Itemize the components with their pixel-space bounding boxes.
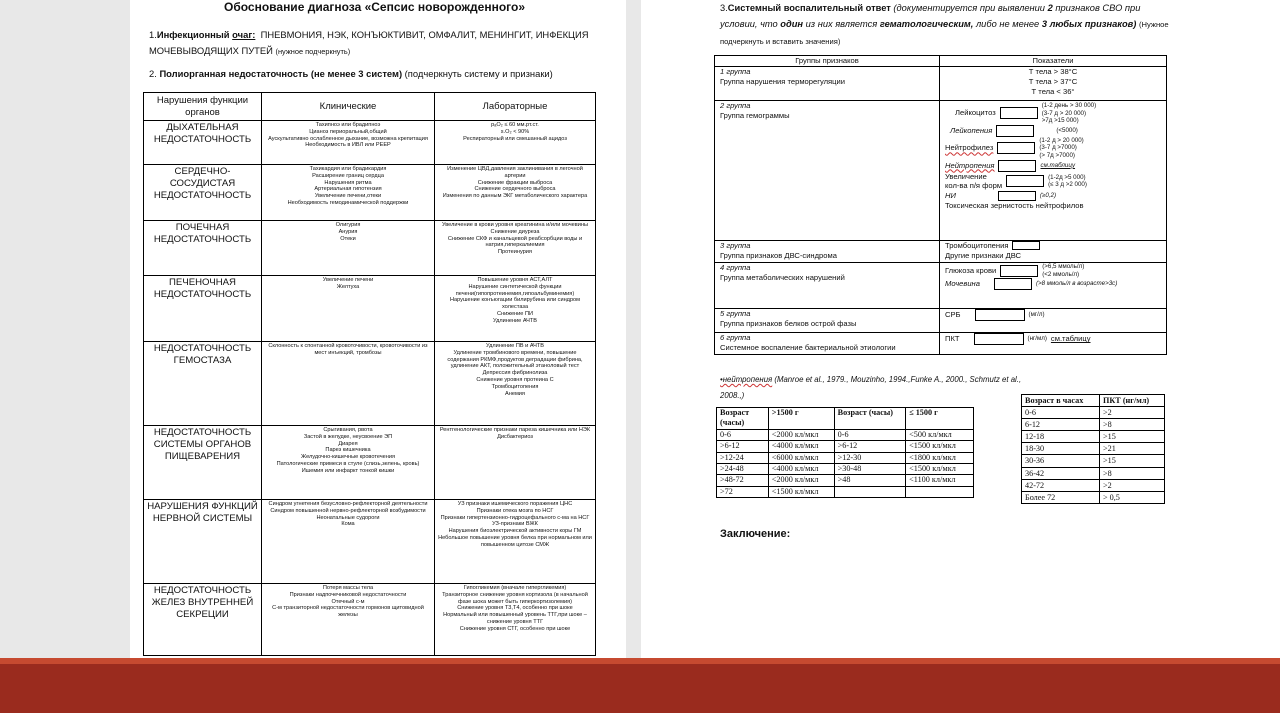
document-page-left — [130, 0, 626, 660]
sirs-paragraph: 3.Системный воспалительный ответ (документируется при выявлении 2 признаков СВО при условии, что один из них является гематологическим, либо не менее 3 любых признаков) (Нужное подчеркнуть и вставить значения) — [720, 3, 1169, 46]
table-cell: 36-42 — [1022, 467, 1100, 479]
table-cell: 0-6 — [1022, 407, 1100, 419]
organ-name: НЕДОСТАТОЧНОСТЬ СИСТЕМЫ ОРГАНОВ ПИЩЕВАРЕНИЯ — [144, 426, 262, 500]
clinical-signs: Олигурия Анурия Отеки — [262, 221, 435, 276]
lab-signs: УЗ признаки ишемического поражения ЦНС Признаки отека мозга по НСГ Признаки гипертензионно-гидроцефального с-ма на НСГ УЗ-признаки ВЖК Нарушения биоэлектрической активности коры ГМ Небольшое повышение уровня белка при нормальном или повышенном цитозе СМЖ — [435, 500, 596, 584]
neutropenia-field[interactable] — [998, 160, 1036, 172]
table-row — [1022, 467, 1165, 479]
table-row — [144, 276, 596, 342]
clinical-signs: Тахикардия или брадикардия Расширение границ сердца Нарушения ритма Артериальная гипотензия Увеличение печени,отеки Необходимость гемодинамической поддержки — [262, 165, 435, 221]
table-cell: >48-72 — [717, 475, 769, 486]
table-header: ≤ 1500 г — [906, 408, 974, 430]
table-cell — [906, 486, 974, 497]
table-cell: <1500 кл/мкл — [906, 464, 974, 475]
table-cell: <1500 кл/мкл — [906, 441, 974, 452]
table-header: Возраст в часах — [1022, 395, 1100, 407]
table-row — [717, 475, 974, 486]
conclusion-label: Заключение: — [720, 528, 791, 540]
organ-failure-paragraph: 2. Полиорганная недостаточность (не менее 3 систем) (подчеркнуть систему и признаки) — [149, 68, 553, 79]
table-cell: >8 — [1100, 419, 1165, 431]
table-cell: >48 — [834, 475, 906, 486]
page-title: Обоснование диагноза «Сепсис новорожденного» — [224, 0, 526, 14]
table-cell: > 0,5 — [1100, 491, 1165, 503]
table-row — [1022, 431, 1165, 443]
slide-footer-bar — [0, 658, 1280, 713]
table-row — [144, 165, 596, 221]
lab-signs: Повышение уровня АСТ,АЛТ Нарушение синтетической функции печени(гипопротеинемия,гипоальбуминемия) Нарушение конъюгации билирубина или синдром холестаза Снижение ПИ Удлинение АЧТВ — [435, 276, 596, 342]
table-row — [144, 426, 596, 500]
organ-failure-table — [143, 92, 596, 656]
lab-signs: Увеличение в крови уровня креатинина и/или мочевины Снижение диуреза Снижение СКФ и канальцевой реабсорбции воды и натрия,гиперкалиемия Протеинурия — [435, 221, 596, 276]
clinical-signs: Срыгивания, рвота Застой в желудке, неусвоение ЭП Диарея Парез кишечника Желудочно-кишечные кровотечения Патологические примеси в стуле (слизь,зелень, кровь) Ишемия или инфаркт тонкой кишки — [262, 426, 435, 500]
table-cell: >30-48 — [834, 464, 906, 475]
organ-name: НЕДОСТАТОЧНОСТЬ ГЕМОСТАЗА — [144, 342, 262, 426]
table-cell: <500 кл/мкл — [906, 429, 974, 440]
table-cell: >2 — [1100, 407, 1165, 419]
table-row: 4 группа Группа метаболических нарушений Глюкоза крови (>6,5 ммоль/л) (<2 ммоль/л) Мочевина (>8 ммоль/л в возрасте>3с) — [715, 263, 1167, 309]
table-cell: <6000 кл/мкл — [768, 452, 834, 463]
table-cell: >12-30 — [834, 452, 906, 463]
table-cell: >8 — [1100, 467, 1165, 479]
table-cell: 42-72 — [1022, 479, 1100, 491]
table-row: 5 группа Группа признаков белков острой фазы СРБ (мг/л) — [715, 309, 1167, 333]
lab-signs: pₐO₂ ≤ 60 мм.рт.ст. s.O₂ < 90% Респираторный или смешанный ацидоз — [435, 121, 596, 165]
table-cell: 18-30 — [1022, 443, 1100, 455]
table-cell: >72 — [717, 486, 769, 497]
document-page-right — [641, 0, 1280, 660]
table-header: Группы признаков — [715, 56, 940, 67]
table-header: Лабораторные — [435, 93, 596, 121]
table-row — [1022, 479, 1165, 491]
table-cell: >24-48 — [717, 464, 769, 475]
lab-signs: Изменение ЦВД,давления заклинивания в легочной артерии Снижение фракции выброса Снижение сердечного выброса Изменения по данным ЭКГ метаболического характера — [435, 165, 596, 221]
table-row — [1022, 407, 1165, 419]
table-cell — [834, 486, 906, 497]
table-row — [144, 500, 596, 584]
table-row — [144, 221, 596, 276]
table-row: 3 группа Группа признаков ДВС-синдрома Тромбоцитопения Другие признаки ДВС — [715, 241, 1167, 263]
band-forms-field[interactable] — [1006, 175, 1044, 187]
infection-focus-list: ПНЕВМОНИЯ, НЭК, КОНЪЮКТИВИТ, ОМФАЛИТ, МЕНИНГИТ, ИНФЕКЦИЯ МОЧЕВЫВОДЯЩИХ ПУТЕЙ — [149, 29, 589, 56]
table-header: Показатели — [940, 56, 1167, 67]
leukopenia-field[interactable] — [996, 125, 1034, 137]
table-row: 6 группа Системное воспаление бактериальной этиологии ПКТ (нг/мл) см.таблицу — [715, 333, 1167, 355]
table-cell: <1800 кл/мкл — [906, 452, 974, 463]
table-header: Клинические — [262, 93, 435, 121]
glucose-field[interactable] — [1000, 265, 1038, 277]
table-cell: 12-18 — [1022, 431, 1100, 443]
table-cell: 0-6 — [834, 429, 906, 440]
clinical-signs: Синдром угнетения безусловно-рефлекторной деятельности Синдром повышенной нервно-рефлекторной возбудимости Неонатальные судороги Кома — [262, 500, 435, 584]
table-cell: >2 — [1100, 479, 1165, 491]
table-cell: >12-24 — [717, 452, 769, 463]
neutrophilia-field[interactable] — [997, 142, 1035, 154]
pct-field[interactable] — [974, 333, 1024, 345]
table-row — [1022, 491, 1165, 503]
table-cell: >21 — [1100, 443, 1165, 455]
table-cell: >15 — [1100, 455, 1165, 467]
pct-table — [1021, 394, 1165, 504]
organ-name: СЕРДЕЧНО-СОСУДИСТАЯ НЕДОСТАТОЧНОСТЬ — [144, 165, 262, 221]
organ-name: НЕДОСТАТОЧНОСТЬ ЖЕЛЕЗ ВНУТРЕННЕЙ СЕКРЕЦИИ — [144, 584, 262, 656]
table-header: >1500 г — [768, 408, 834, 430]
table-row — [717, 429, 974, 440]
clinical-signs: Увеличение печени Желтуха — [262, 276, 435, 342]
table-cell: 6-12 — [1022, 419, 1100, 431]
table-cell: <1100 кл/мкл — [906, 475, 974, 486]
infection-focus-note: (нужное подчеркнуть) — [275, 47, 351, 56]
table-header: Возраст (часы) — [717, 408, 769, 430]
table-cell: <2000 кл/мкл — [768, 475, 834, 486]
table-cell: <1500 кл/мкл — [768, 486, 834, 497]
organ-name: НАРУШЕНИЯ ФУНКЦИЙ НЕРВНОЙ СИСТЕМЫ — [144, 500, 262, 584]
clinical-signs: Склонность к спонтанной кровоточивости, кровоточивости из мест инъекций, тромбозы — [262, 342, 435, 426]
table-row: 1 группа Группа нарушения терморегуляции Т тела > 38°С Т тела > 37°С Т тела < 36° — [715, 67, 1167, 101]
lab-signs: Удлинение ПВ и АЧТВ Удлинение тромбинового времени, повышение содержания РКМФ,продуктов деградации фибрина, удлинение АКТ, положительный этаноловый тест Депрессия фибринолиза Снижение уровня протеина С Тромбоцитопения Анемия — [435, 342, 596, 426]
table-header: ПКТ (нг/мл) — [1100, 395, 1165, 407]
infection-focus-paragraph: 1.Инфекционный очаг: ПНЕВМОНИЯ, НЭК, КОНЪЮКТИВИТ, ОМФАЛИТ, МЕНИНГИТ, ИНФЕКЦИЯ МОЧЕВЫВОДЯЩИХ ПУТЕЙ (нужное подчеркнуть) — [149, 29, 589, 56]
table-row — [1022, 455, 1165, 467]
crp-field[interactable] — [975, 309, 1025, 321]
clinical-signs: Потеря массы тела Признаки надпочечниковой недостаточности Отечный с-м С-м транзиторной недостаточности гормонов щитовидной железы — [262, 584, 435, 656]
table-row — [144, 584, 596, 656]
table-row — [717, 486, 974, 497]
leukocytosis-field[interactable] — [1000, 107, 1038, 119]
table-header: Нарушения функции органов — [144, 93, 262, 121]
ni-field[interactable] — [998, 191, 1036, 201]
table-cell: >6-12 — [834, 441, 906, 452]
table-row: 2 группа Группа гемограммы Лейкоцитоз (1-2 день > 30 000) (3-7 д > 20 000) >7д >15 000) Лейкопения (<5000) Нейтрофилез (1-2 д > 20 000) (3-7 д >7000) (> 7д >7000) Нейтропения см.таблицу Увеличение кол-ва п/я форм (1-2д >5 000) (≤ 3 д >2 000) НИ (≥0,2) Токсическая зернистость нейтрофилов — [715, 101, 1167, 241]
table-row — [717, 452, 974, 463]
organ-name: ПОЧЕЧНАЯ НЕДОСТАТОЧНОСТЬ — [144, 221, 262, 276]
table-header: Возраст (часы) — [834, 408, 906, 430]
lab-signs: Рентгенологические признаки пареза кишечника или НЭК Дисбактериоз — [435, 426, 596, 500]
sirs-groups-table — [714, 55, 1167, 355]
table-cell: >15 — [1100, 431, 1165, 443]
neutropenia-reference: •нейтропения (Manroe et al., 1979., Mouzinho, 1994.,Funke A., 2000., Schmutz et al., 2008.,) — [720, 375, 1022, 400]
table-row — [717, 441, 974, 452]
table-row — [144, 342, 596, 426]
thrombocytopenia-field[interactable] — [1012, 241, 1040, 250]
table-cell: <4000 кл/мкл — [768, 464, 834, 475]
table-row — [1022, 419, 1165, 431]
lab-signs: Гипогликемия (вначале гипергликемия) Транзиторное снижение уровня кортизола (в начальной фазе шока может быть гиперкортизолемия) Снижение уровня Т3,Т4, особенно при шоке Нормальный или повышенный уровень ТТГ,при шоке – снижение уровня ТТГ Снижение уровня СТГ, особенно при шоке — [435, 584, 596, 656]
table-row — [1022, 443, 1165, 455]
table-cell: <4000 кл/мкл — [768, 441, 834, 452]
organ-name: ПЕЧЕНОЧНАЯ НЕДОСТАТОЧНОСТЬ — [144, 276, 262, 342]
table-cell: >6-12 — [717, 441, 769, 452]
table-cell: 30-36 — [1022, 455, 1100, 467]
table-cell: 0-6 — [717, 429, 769, 440]
neutropenia-table — [716, 407, 974, 498]
clinical-signs: Тахипноэ или брадипноэ Цианоз периоральный,общий Аускультативно ослабленное дыхание, возможна крепитация Необходимость в ИВЛ или PEEP — [262, 121, 435, 165]
organ-name: ДЫХАТЕЛЬНАЯ НЕДОСТАТОЧНОСТЬ — [144, 121, 262, 165]
table-row — [144, 121, 596, 165]
table-row — [717, 464, 974, 475]
table-cell: <2000 кл/мкл — [768, 429, 834, 440]
table-cell: Более 72 — [1022, 491, 1100, 503]
urea-field[interactable] — [994, 278, 1032, 290]
